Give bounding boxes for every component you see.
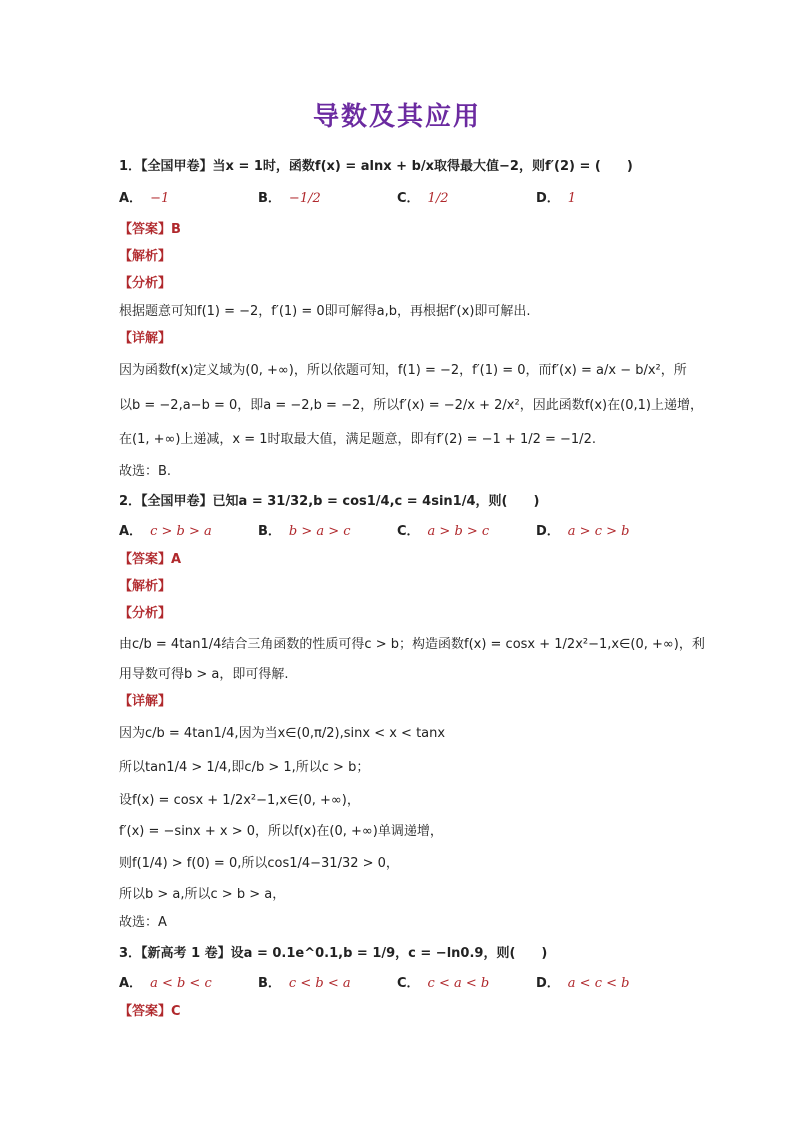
q1-option-c[interactable]: C． 1/2 xyxy=(397,191,449,206)
q1-detail-line-3: 在(1, +∞)上递减，x = 1时取最大值，满足题意，即有f′(2) = −1 + 1/2 = −1/2. xyxy=(119,432,596,447)
q2-detail-line-6: 所以b > a,所以c > b > a， xyxy=(119,887,286,902)
q1-answer: 【答案】B xyxy=(119,222,181,237)
q2-detail-tag: 【详解】 xyxy=(119,694,172,709)
q3-option-d[interactable]: D． a < c < b xyxy=(536,976,630,991)
q3-answer: 【答案】C xyxy=(119,1004,181,1019)
q1-option-b[interactable]: B． −1/2 xyxy=(258,191,321,206)
q2-fenxi-line-2: 用导数可得b > a，即可得解. xyxy=(119,667,289,682)
q1-option-a[interactable]: A． −1 xyxy=(119,191,170,206)
q3-stem: 3．【新高考 1 卷】设a = 0.1e^0.1,b = 1/9，c = −ln0.9，则( ) xyxy=(119,946,548,961)
q1-detail-line-2: 以b = −2,a−b = 0，即a = −2,b = −2，所以f′(x) = −2/x + 2/x²，因此函数f(x)在(0,1)上递增， xyxy=(119,398,703,413)
q1-analysis-tag: 【解析】 xyxy=(119,249,172,264)
q2-conclusion: 故选：A xyxy=(119,915,167,930)
q2-detail-line-1: 因为c/b = 4tan1/4,因为当x∈(0,π/2),sinx < x < tanx xyxy=(119,726,446,741)
q2-answer: 【答案】A xyxy=(119,552,182,567)
q3-option-a[interactable]: A． a < b < c xyxy=(119,976,212,991)
q2-option-c[interactable]: C． a > b > c xyxy=(397,524,490,539)
q1-fenxi-tag: 【分析】 xyxy=(119,276,172,291)
q3-option-c[interactable]: C． c < a < b xyxy=(397,976,490,991)
q1-conclusion: 故选：B. xyxy=(119,464,172,479)
q2-detail-line-4: f′(x) = −sinx + x > 0，所以f(x)在(0, +∞)单调递增， xyxy=(119,824,443,839)
q2-fenxi-tag: 【分析】 xyxy=(119,606,172,621)
q2-stem: 2．【全国甲卷】已知a = 31/32,b = cos1/4,c = 4sin1/4，则( ) xyxy=(119,494,540,509)
q2-analysis-tag: 【解析】 xyxy=(119,579,172,594)
q2-detail-line-2: 所以tan1/4 > 1/4,即c/b > 1,所以c > b； xyxy=(119,760,370,775)
q2-fenxi-line-1: 由c/b = 4tan1/4结合三角函数的性质可得c > b；构造函数f(x) = cosx + 1/2x²−1,x∈(0, +∞)，利 xyxy=(119,637,705,652)
q2-option-d[interactable]: D． a > c > b xyxy=(536,524,630,539)
q1-detail-line-1: 因为函数f(x)定义域为(0, +∞)，所以依题可知，f(1) = −2，f′(1) = 0，而f′(x) = a/x − b/x²，所 xyxy=(119,363,687,378)
q3-option-b[interactable]: B． c < b < a xyxy=(258,976,351,991)
q1-detail-tag: 【详解】 xyxy=(119,331,172,346)
q2-option-a[interactable]: A． c > b > a xyxy=(119,524,212,539)
q2-option-b[interactable]: B． b > a > c xyxy=(258,524,351,539)
q2-detail-line-5: 则f(1/4) > f(0) = 0,所以cos1/4−31/32 > 0， xyxy=(119,856,399,871)
page-title: 导数及其应用 xyxy=(312,102,481,132)
q1-fenxi: 根据题意可知f(1) = −2，f′(1) = 0即可解得a,b，再根据f′(x)即可解出. xyxy=(119,304,531,319)
q2-detail-line-3: 设f(x) = cosx + 1/2x²−1,x∈(0, +∞)， xyxy=(119,793,360,808)
q1-stem: 1．【全国甲卷】当x = 1时，函数f(x) = alnx + b/x取得最大值−2，则f′(2) = ( ) xyxy=(119,159,633,174)
q1-option-d[interactable]: D． 1 xyxy=(536,191,577,206)
